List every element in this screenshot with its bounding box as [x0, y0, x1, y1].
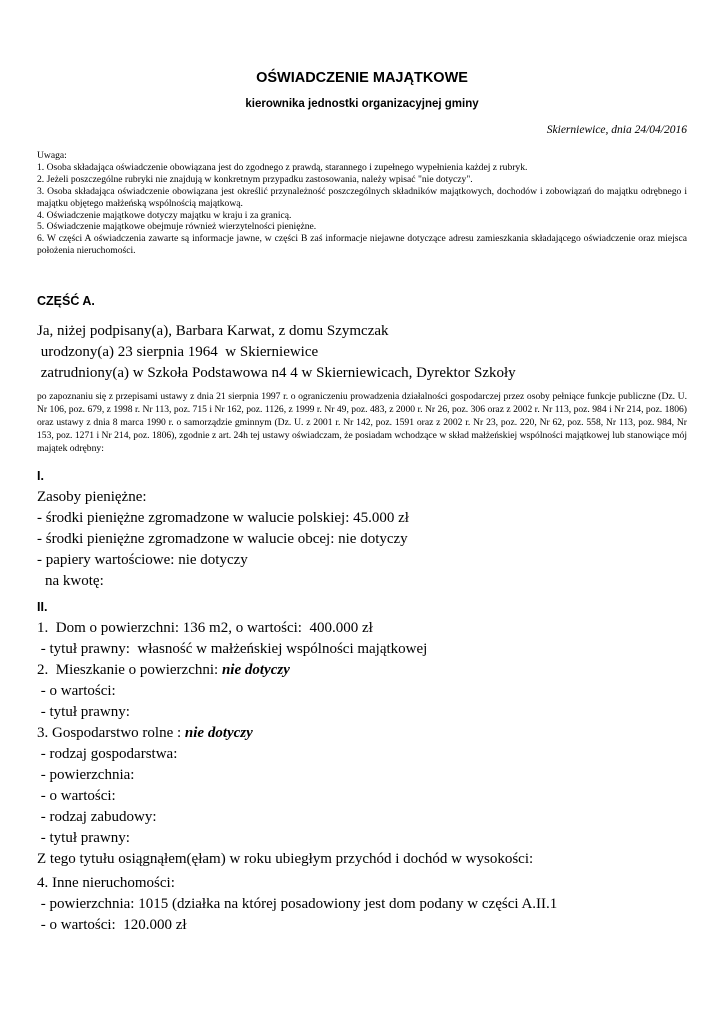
- farm-label: 3. Gospodarstwo rolne :: [37, 725, 185, 741]
- section-1: [37, 466, 687, 592]
- section-2-numeral: II.: [37, 600, 48, 614]
- section-2: [37, 597, 687, 870]
- farm-line: [37, 723, 687, 744]
- farm-value-line: - o wartości:: [37, 788, 116, 804]
- note-item: 1. Osoba składająca oświadczenie obowiązana jest do zgodnego z prawdą, starannego i zupełnego wypełnienia każdej z rubryk.: [37, 161, 528, 173]
- section-1-heading: Zasoby pieniężne:: [37, 489, 147, 505]
- note-item: 2. Jeżeli poszczególne rubryki nie znajdują w konkretnym przypadku zastosowania, należy wpisać "nie dotyczy".: [37, 173, 473, 185]
- flat-label: 2. Mieszkanie o powierzchni:: [37, 662, 222, 678]
- flat-line: [37, 660, 687, 681]
- farm-title-line: - tytuł prawny:: [37, 830, 130, 846]
- farm-buildings-line: - rodzaj zabudowy:: [37, 809, 157, 825]
- flat-title-line: - tytuł prawny:: [37, 704, 130, 720]
- declarant-block: [37, 321, 687, 384]
- pln-funds-line: - środki pieniężne zgromadzone w walucie polskiej: 45.000 zł: [37, 510, 409, 526]
- other-area-line: - powierzchnia: 1015 (działka na której posadowiony jest dom podany w części A.II.1: [37, 896, 558, 912]
- farm-type-line: - rodzaj gospodarstwa:: [37, 746, 178, 762]
- document-title: OŚWIADCZENIE MAJĄTKOWE: [256, 70, 468, 86]
- securities-line: - papiery wartościowe: nie dotyczy: [37, 552, 248, 568]
- document-subtitle: kierownika jednostki organizacyjnej gminy: [245, 98, 479, 110]
- note-item: 6. W części A oświadczenia zawarte są informacje jawne, w części B zaś informacje niejawne dotyczące adresu zamieszkania składającego oświadczenie oraz miejsca położenia nieruchomości.: [37, 233, 687, 257]
- other-value-line: - o wartości: 120.000 zł: [37, 917, 187, 933]
- employed-line: zatrudniony(a) w Szkoła Podstawowa n4 4 w Skierniewicach, Dyrektor Szkoły: [37, 365, 516, 381]
- note-item: 4. Oświadczenie majątkowe dotyczy majątku w kraju i za granicą.: [37, 209, 292, 221]
- notes-block: [37, 150, 687, 257]
- dateline: Skierniewice, dnia 24/04/2016: [546, 124, 687, 136]
- foreign-funds-line: - środki pieniężne zgromadzone w walucie obcej: nie dotyczy: [37, 531, 408, 547]
- note-item: 3. Osoba składająca oświadczenie obowiązana jest określić przynależność poszczególnych składników majątkowych, dochodów i zobowiązań do majątku odrębnego i majątku objętego małżeńską wspólnością majątkową.: [37, 185, 687, 209]
- farm-income-line: Z tego tytułu osiągnąłem(ęłam) w roku ubiegłym przychód i dochód w wysokości:: [37, 851, 534, 867]
- farm-area-line: - powierzchnia:: [37, 767, 135, 783]
- section-4: [37, 873, 687, 936]
- notes-heading: Uwaga:: [37, 150, 67, 161]
- flat-value-line: - o wartości:: [37, 683, 116, 699]
- house-title-line: - tytuł prawny: własność w małżeńskiej wspólności majątkowej: [37, 641, 428, 657]
- amount-line: na kwotę:: [45, 573, 104, 589]
- section-1-numeral: I.: [37, 469, 44, 483]
- farm-value: nie dotyczy: [184, 725, 253, 741]
- born-line: urodzony(a) 23 sierpnia 1964 w Skierniewice: [37, 344, 319, 360]
- note-item: 5. Oświadczenie majątkowe obejmuje również wierzytelności pieniężne.: [37, 221, 317, 233]
- flat-value: nie dotyczy: [221, 662, 290, 678]
- house-line: 1. Dom o powierzchni: 136 m2, o wartości: 400.000 zł: [37, 620, 373, 636]
- intro-paragraph: po zapoznaniu się z przepisami ustawy z dnia 21 sierpnia 1997 r. o ograniczeniu prowadzenia działalności gospodarczej przez osoby pełniące funkcje publiczne (Dz. U. Nr 106, poz. 679, z 1998 r. Nr 113, poz. 715 i Nr 162, poz. 1126, z 1999 r. Nr 49, poz. 483, z 2000 r. Nr 26, poz. 306 oraz z 2002 r. Nr 113, poz. 984 i Nr 214, poz. 1806) oraz ustawy z dnia 8 marca 1990 r. o samorządzie gminnym (Dz. U. z 2001 r. Nr 142, poz. 1591 oraz z 2002 r. Nr 23, poz. 220, Nr 62, poz. 558, Nr 113, poz. 984, Nr 153, poz. 1271 i Nr 214, poz. 1806), zgodnie z art. 24h tej ustawy oświadczam, że posiadam wchodzące w skład małżeńskiej wspólności majątkowej lub stanowiące mój majątek odrębny:: [37, 391, 687, 454]
- part-a-heading: CZĘŚĆ A.: [37, 294, 95, 308]
- declarant-line: Ja, niżej podpisany(a), Barbara Karwat, z domu Szymczak: [37, 323, 389, 339]
- section-4-heading: 4. Inne nieruchomości:: [37, 875, 175, 891]
